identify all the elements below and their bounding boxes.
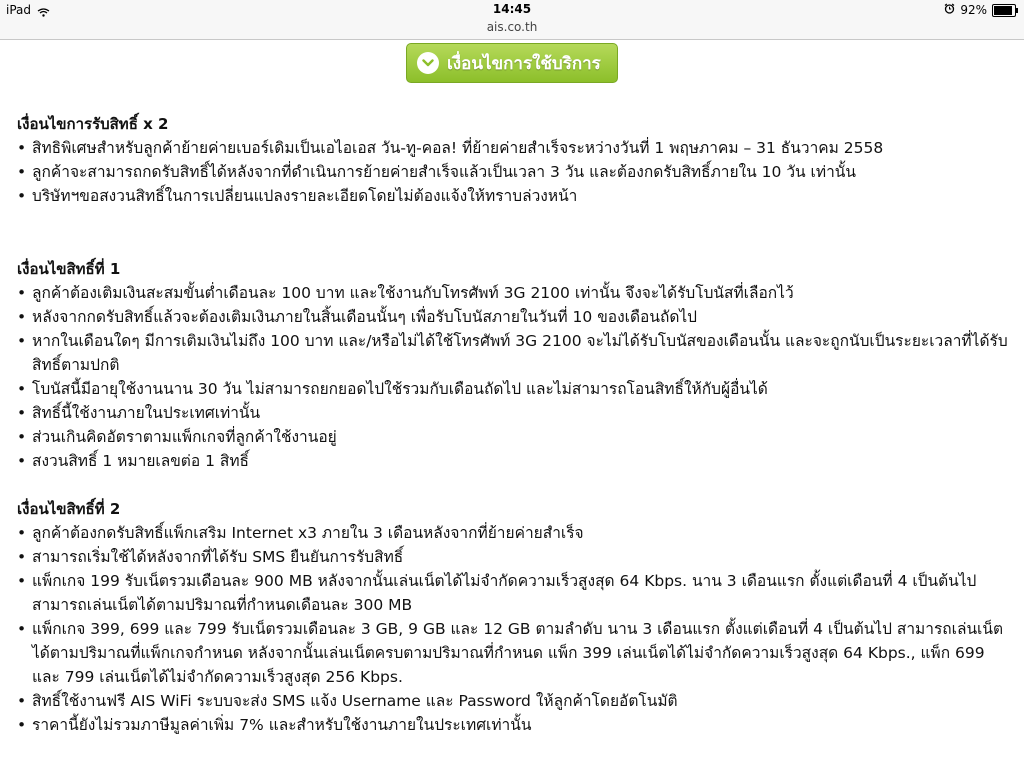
list-item: • สิทธิ์ใช้งานฟรี AIS WiFi ระบบจะส่ง SMS แจ้ง Username และ Password ให้ลูกค้าโดยอัตโนมัติ (17, 689, 1012, 713)
list-item: • ราคานี้ยังไม่รวมภาษีมูลค่าเพิ่ม 7% และสำหรับใช้งานภายในประเทศเท่านั้น (17, 713, 1012, 737)
list-item: • หากในเดือนใดๆ มีการเติมเงินไม่ถึง 100 บาท และ/หรือไม่ได้ใช้โทรศัพท์ 3G 2100 จะไม่ได้รับโบนัสของเดือนนั้น และจะถูกนับเป็นระยะเวลาที่ได้รับสิทธิ์ตามปกติ (17, 329, 1012, 377)
list-item: • หลังจากกดรับสิทธิ์แล้วจะต้องเติมเงินภายในสิ้นเดือนนั้นๆ เพื่อรับโบนัสภายในวันที่ 10 ของเดือนถัดไป (17, 305, 1012, 329)
list-item: • บริษัทฯขอสงวนสิทธิ์ในการเปลี่ยนแปลงรายละเอียดโดยไม่ต้องแจ้งให้ทราบล่วงหน้า (17, 184, 883, 208)
battery-percent: 92% (960, 3, 987, 17)
battery-icon (992, 4, 1016, 17)
chevron-down-icon (417, 52, 439, 74)
list-item: • แพ็กเกจ 399, 699 และ 799 รับเน็ตรวมเดือนละ 3 GB, 9 GB และ 12 GB ตามลำดับ นาน 3 เดือนแรก ตั้งแต่เดือนที่ 4 เป็นต้นไป สามารถเล่นเน็ตได้ตามปริมาณที่แพ็กเกจกำหนด หลังจากนั้นเล่นเน็ตครบตามปริมาณที่กำหนด แพ็ก 399 เล่นเน็ตได้ไม่จำกัดความเร็วสูงสุด 64 Kbps., แพ็ก 699 และ 799 เล่นเน็ตได้ไม่จำกัดความเร็วสูงสุด 256 Kbps. (17, 617, 1012, 689)
section-list (17, 136, 883, 208)
section-title: เงื่อนไขการรับสิทธิ์ x 2 (17, 115, 169, 133)
list-item: • ลูกค้าจะสามารถกดรับสิทธิ์ได้หลังจากที่ดำเนินการย้ายค่ายสำเร็จแล้วเป็นเวลา 3 วัน และต้องกดรับสิทธิ์ภายใน 10 วัน เท่านั้น (17, 160, 883, 184)
list-item: • โบนัสนี้มีอายุใช้งานนาน 30 วัน ไม่สามารถยกยอดไปใช้รวมกับเดือนถัดไป และไม่สามารถโอนสิทธิ์ให้กับผู้อื่นได้ (17, 377, 1012, 401)
list-item: • ลูกค้าต้องกดรับสิทธิ์แพ็กเสริม Internet x3 ภายใน 3 เดือนหลังจากที่ย้ายค่ายสำเร็จ (17, 521, 1012, 545)
list-item: • สิทธิ์นี้ใช้งานภายในประเทศเท่านั้น (17, 401, 1012, 425)
section-right-2 (17, 497, 1012, 737)
section-receive-rights (17, 112, 883, 208)
status-time: 14:45 (492, 2, 532, 16)
section-title: เงื่อนไขสิทธิ์ที่ 2 (17, 500, 121, 518)
terms-button-label: เงื่อนไขการใช้บริการ (447, 53, 601, 74)
terms-of-service-button[interactable] (406, 43, 618, 83)
list-item: • แพ็กเกจ 199 รับเน็ตรวมเดือนละ 900 MB หลังจากนั้นเล่นเน็ตได้ไม่จำกัดความเร็วสูงสุด 64 Kbps. นาน 3 เดือนแรก ตั้งแต่เดือนที่ 4 เป็นต้นไป สามารถเล่นเน็ตได้ตามปริมาณที่กำหนดเดือนละ 300 MB (17, 569, 1012, 617)
section-list (17, 281, 1012, 473)
device-label: iPad (6, 3, 32, 17)
section-right-1 (17, 257, 1012, 473)
alarm-icon (944, 3, 955, 17)
list-item: • ส่วนเกินคิดอัตราตามแพ็กเกจที่ลูกค้าใช้งานอยู่ (17, 425, 1012, 449)
section-title: เงื่อนไขสิทธิ์ที่ 1 (17, 260, 121, 278)
list-item: • ลูกค้าต้องเติมเงินสะสมขั้นต่ำเดือนละ 100 บาท และใช้งานกับโทรศัพท์ 3G 2100 เท่านั้น จึงจะได้รับโบนัสที่เลือกไว้ (17, 281, 1012, 305)
list-item: • สิทธิพิเศษสำหรับลูกค้าย้ายค่ายเบอร์เดิมเป็นเอไอเอส วัน-ทู-คอล! ที่ย้ายค่ายสำเร็จระหว่างวันที่ 1 พฤษภาคม – 31 ธันวาคม 2558 (17, 136, 883, 160)
address-bar[interactable]: ais.co.th (486, 20, 538, 34)
list-item: • สามารถเริ่มใช้ได้หลังจากที่ได้รับ SMS ยืนยันการรับสิทธิ์ (17, 545, 1012, 569)
status-bar (0, 0, 1024, 40)
list-item: • สงวนสิทธิ์ 1 หมายเลขต่อ 1 สิทธิ์ (17, 449, 1012, 473)
section-list (17, 521, 1012, 737)
status-right (944, 3, 1016, 17)
